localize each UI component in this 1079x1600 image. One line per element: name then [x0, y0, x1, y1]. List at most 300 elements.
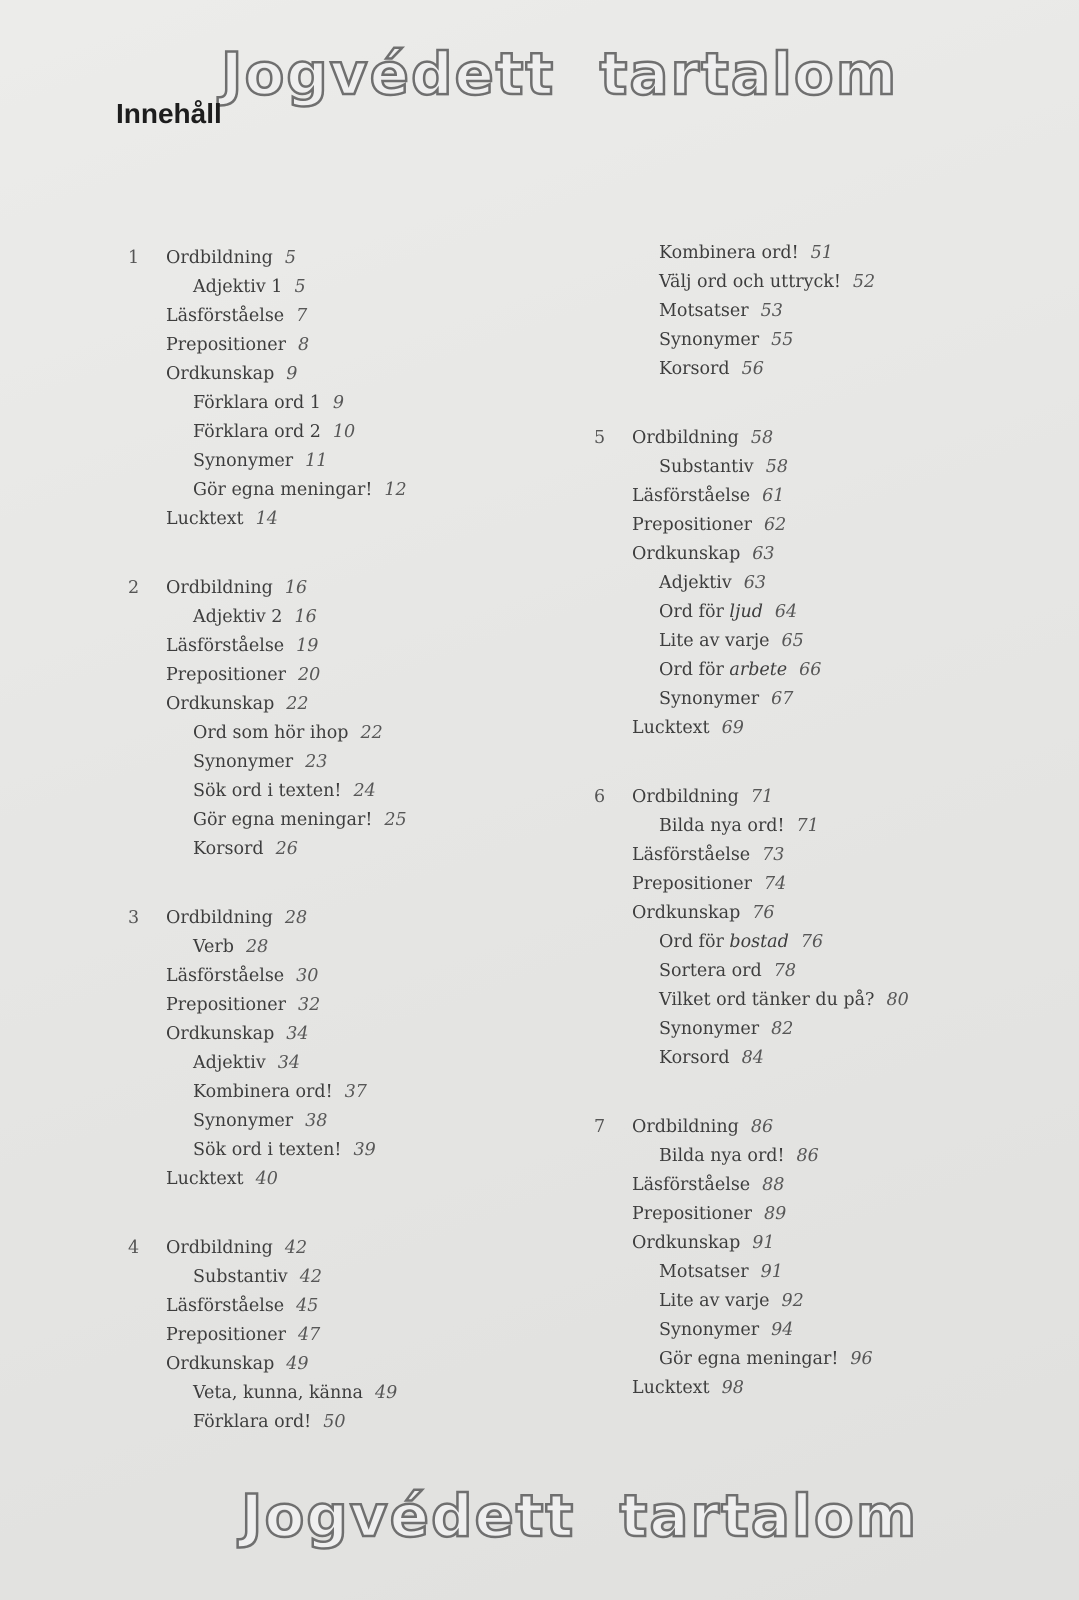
toc-chapter	[128, 904, 568, 1194]
chapter-number: 1	[128, 248, 140, 268]
toc-entry-text	[632, 1229, 775, 1258]
toc-entry-text	[659, 598, 797, 627]
toc-page-number: 37	[344, 1082, 367, 1102]
toc-entry-text	[193, 1379, 397, 1408]
toc-entry-title: Substantiv	[659, 457, 754, 477]
toc-entry	[128, 1234, 568, 1263]
toc-entry-title: Läsförståelse	[166, 966, 285, 986]
toc-subentry	[128, 777, 568, 806]
toc-page-number: 76	[800, 932, 824, 952]
toc-entry-title: Prepositioner	[166, 335, 286, 355]
toc-entry-text	[166, 1321, 320, 1350]
toc-page-number: 25	[384, 810, 407, 830]
toc-entry-text	[632, 1374, 744, 1403]
toc-subentry	[594, 1044, 1034, 1073]
toc-page-number: 50	[323, 1412, 346, 1432]
toc-entry-title: Ordkunskap	[166, 1024, 275, 1044]
toc-entry-title: Motsatser	[659, 1262, 749, 1282]
chapter-number: 5	[594, 428, 606, 448]
toc-page-number: 16	[284, 578, 308, 598]
toc-column-left	[128, 244, 568, 1477]
toc-chapter	[594, 424, 1034, 743]
toc-page-number: 92	[781, 1291, 804, 1311]
toc-entry-text	[659, 1345, 873, 1374]
toc-entry-title: Läsförståelse	[632, 1175, 751, 1195]
toc-subentry	[128, 273, 568, 302]
toc-page-number: 74	[763, 874, 787, 894]
toc-entry-title: Prepositioner	[166, 995, 286, 1015]
toc-entry-text	[659, 957, 796, 986]
toc-page-number: 64	[774, 602, 798, 622]
toc-entry-text	[193, 603, 317, 632]
toc-entry-text	[659, 656, 821, 685]
toc-page-number: 40	[255, 1169, 278, 1189]
toc-subentry	[128, 806, 568, 835]
toc-entry-text	[166, 244, 296, 273]
toc-entry-text	[193, 806, 407, 835]
toc-entry-title: Gör egna meningar!	[193, 810, 373, 830]
toc-entry-text	[659, 569, 766, 598]
toc-entry	[594, 899, 1034, 928]
toc-entry-title: Prepositioner	[166, 665, 286, 685]
toc-subentry	[128, 719, 568, 748]
toc-subentry	[594, 986, 1034, 1015]
toc-entry-title: Gör egna meningar!	[193, 480, 373, 500]
toc-page-number: 26	[275, 839, 298, 859]
toc-page-number: 39	[353, 1140, 376, 1160]
toc-entry-title: Lucktext	[632, 1378, 710, 1398]
toc-page-number: 42	[299, 1267, 322, 1287]
toc-entry	[128, 505, 568, 534]
toc-entry-title: Vilket ord tänker du på?	[659, 990, 875, 1010]
toc-page-number: 10	[332, 422, 356, 442]
chapter-number: 6	[594, 787, 606, 807]
toc-entry-title: Ordbildning	[632, 428, 739, 448]
toc-entry	[128, 360, 568, 389]
toc-page-number: 28	[284, 908, 308, 928]
toc-entry	[594, 841, 1034, 870]
toc-entry-text	[193, 418, 355, 447]
toc-subentry	[594, 656, 1034, 685]
toc-entry	[594, 870, 1034, 899]
toc-page-number: 22	[286, 694, 309, 714]
toc-entry-title: Korsord	[193, 839, 264, 859]
toc-entry-text	[193, 719, 383, 748]
toc-entry-text	[632, 1200, 786, 1229]
toc-subentry	[594, 1142, 1034, 1171]
toc-subentry	[594, 1015, 1034, 1044]
toc-page-number: 5	[294, 277, 306, 297]
toc-subentry	[128, 476, 568, 505]
toc-entry-text	[193, 476, 407, 505]
toc-subentry	[594, 685, 1034, 714]
toc-page-number: 58	[765, 457, 788, 477]
toc-entry-title: Lite av varje	[659, 631, 770, 651]
toc-page-number: 5	[284, 248, 296, 268]
toc-entry-title: Veta, kunna, känna	[193, 1383, 363, 1403]
toc-page-number: 56	[741, 359, 764, 379]
toc-entry-text	[659, 1316, 793, 1345]
toc-chapter	[594, 783, 1034, 1073]
toc-entry-text	[632, 841, 784, 870]
toc-page-number: 91	[752, 1233, 775, 1253]
toc-entry-title: Förklara ord 2	[193, 422, 321, 442]
toc-entry-text	[166, 1350, 309, 1379]
toc-page-number: 67	[771, 689, 794, 709]
toc-entry-text	[632, 511, 786, 540]
toc-page-number: 34	[277, 1053, 301, 1073]
toc-entry-text	[166, 360, 297, 389]
toc-page-number: 8	[297, 335, 310, 355]
chapter-number: 4	[128, 1238, 140, 1258]
toc-entry-title: Synonymer	[659, 689, 760, 709]
toc-subentry	[594, 569, 1034, 598]
toc-entry-title: Gör egna meningar!	[659, 1349, 839, 1369]
toc-page-number: 76	[752, 903, 775, 923]
toc-entry-text	[659, 1015, 793, 1044]
toc-page-number: 61	[762, 486, 785, 506]
toc-entry-title: Korsord	[659, 1048, 730, 1068]
toc-entry-title: Ordkunskap	[632, 903, 741, 923]
toc-entry	[594, 1374, 1034, 1403]
toc-page-number: 12	[384, 480, 407, 500]
toc-subentry	[594, 1316, 1034, 1345]
toc-subentry	[128, 447, 568, 476]
toc-entry-title: Verb	[193, 937, 234, 957]
toc-page-number: 24	[353, 781, 376, 801]
toc-page-number: 88	[762, 1175, 785, 1195]
toc-page-number: 80	[886, 990, 909, 1010]
toc-page-number: 51	[810, 243, 833, 263]
toc-subentry	[128, 1049, 568, 1078]
toc-chapter	[594, 239, 1034, 384]
toc-entry-title: Ordbildning	[166, 248, 273, 268]
toc-entry-text	[166, 331, 309, 360]
toc-page-number: 78	[773, 961, 797, 981]
toc-entry-title: Synonymer	[193, 451, 294, 471]
toc-page-number: 49	[286, 1354, 309, 1374]
toc-subentry	[128, 1136, 568, 1165]
toc-entry-text	[193, 933, 268, 962]
toc-entry	[128, 1321, 568, 1350]
toc-page-number: 53	[760, 301, 783, 321]
chapter-number: 2	[128, 578, 140, 598]
toc-entry	[128, 331, 568, 360]
toc-subentry	[594, 928, 1034, 957]
toc-entry-text	[193, 273, 306, 302]
toc-entry-title: Ordbildning	[632, 787, 739, 807]
toc-entry-title: Förklara ord 1	[193, 393, 321, 413]
toc-entry-title: Korsord	[659, 359, 730, 379]
toc-entry-text	[193, 1049, 300, 1078]
toc-entry	[594, 1200, 1034, 1229]
toc-page-number: 86	[750, 1117, 774, 1137]
toc-entry-title: Prepositioner	[632, 1204, 752, 1224]
toc-entry-title: Bilda nya ord!	[659, 816, 785, 836]
toc-page-number: 45	[296, 1296, 319, 1316]
toc-entry-text	[193, 1107, 327, 1136]
toc-entry-title: Synonymer	[193, 1111, 294, 1131]
toc-page-number: 73	[762, 845, 785, 865]
toc-entry-text	[659, 1142, 819, 1171]
toc-page-number: 32	[297, 995, 321, 1015]
toc-entry	[128, 1350, 568, 1379]
toc-entry-title: Synonymer	[659, 1320, 760, 1340]
toc-entry-text	[659, 685, 793, 714]
toc-entry	[128, 1020, 568, 1049]
toc-entry-title: Lucktext	[632, 718, 710, 738]
toc-entry-text	[659, 239, 833, 268]
toc-subentry	[594, 239, 1034, 268]
toc-entry-title: Adjektiv	[659, 573, 732, 593]
toc-chapter	[128, 574, 568, 864]
toc-entry	[128, 574, 568, 603]
toc-subentry	[128, 418, 568, 447]
toc-entry-text	[166, 904, 307, 933]
toc-entry	[128, 991, 568, 1020]
toc-entry-text	[659, 812, 819, 841]
toc-entry	[594, 511, 1034, 540]
toc-entry-text	[659, 268, 875, 297]
toc-page-number: 9	[332, 393, 345, 413]
toc-entry-title: Lucktext	[166, 509, 244, 529]
toc-entry-title: Ordkunskap	[166, 364, 275, 384]
toc-entry	[128, 1165, 568, 1194]
toc-subentry	[128, 1408, 568, 1437]
toc-entry	[594, 1229, 1034, 1258]
toc-entry-text	[659, 355, 764, 384]
toc-page-number: 82	[771, 1019, 794, 1039]
toc-entry-text	[659, 627, 804, 656]
toc-entry-title: Ordkunskap	[166, 1354, 275, 1374]
toc-page-number: 71	[750, 787, 774, 807]
toc-entry-text	[659, 1044, 764, 1073]
toc-entry-title: Motsatser	[659, 301, 749, 321]
toc-page-number: 63	[752, 544, 775, 564]
toc-entry-text	[166, 690, 309, 719]
toc-column-right	[594, 239, 1034, 1443]
toc-entry-title: Adjektiv 2	[193, 607, 283, 627]
toc-entry	[594, 482, 1034, 511]
toc-page-number: 20	[297, 665, 321, 685]
toc-entry	[128, 1292, 568, 1321]
toc-subentry	[128, 603, 568, 632]
toc-page-number: 63	[743, 573, 767, 593]
toc-page-number: 47	[297, 1325, 321, 1345]
toc-subentry	[128, 1078, 568, 1107]
toc-page-number: 11	[305, 451, 328, 471]
toc-subentry	[128, 1379, 568, 1408]
toc-subentry	[594, 598, 1034, 627]
toc-entry-text	[193, 389, 344, 418]
toc-subentry	[594, 812, 1034, 841]
watermark-bottom: Jogvédett tartalom	[240, 1482, 919, 1550]
toc-page-number: 65	[781, 631, 804, 651]
toc-entry-text	[193, 1263, 322, 1292]
toc-subentry	[128, 1263, 568, 1292]
toc-entry-text	[659, 928, 823, 957]
toc-page-number: 71	[796, 816, 819, 836]
toc-entry-title: Ordbildning	[166, 578, 273, 598]
toc-entry-title: Synonymer	[659, 1019, 760, 1039]
toc-entry-title: Prepositioner	[632, 515, 752, 535]
toc-entry-title: Ordkunskap	[632, 1233, 741, 1253]
toc-page-number: 94	[771, 1320, 794, 1340]
toc-chapter	[594, 1113, 1034, 1403]
toc-entry-text	[632, 424, 773, 453]
toc-entry-text	[193, 1136, 376, 1165]
toc-entry-title: Ord för	[659, 660, 730, 680]
toc-page-number: 98	[721, 1378, 744, 1398]
toc-entry-title: Prepositioner	[166, 1325, 286, 1345]
toc-entry-text	[632, 899, 775, 928]
toc-entry	[594, 783, 1034, 812]
toc-entry-title-emphasis: bostad	[729, 932, 789, 952]
toc-subentry	[594, 268, 1034, 297]
toc-entry-title: Adjektiv 1	[193, 277, 283, 297]
toc-entry	[594, 1171, 1034, 1200]
toc-entry-title: Substantiv	[193, 1267, 288, 1287]
toc-subentry	[594, 627, 1034, 656]
toc-entry	[594, 424, 1034, 453]
toc-page-number: 89	[763, 1204, 787, 1224]
toc-entry-title: Ordkunskap	[632, 544, 741, 564]
toc-entry-title: Kombinera ord!	[659, 243, 799, 263]
toc-entry-title: Synonymer	[193, 752, 294, 772]
toc-entry-text	[632, 714, 744, 743]
toc-entry-title: Ord för	[659, 602, 730, 622]
toc-entry-text	[659, 453, 788, 482]
toc-entry-title: Ordbildning	[632, 1117, 739, 1137]
toc-entry-title: Kombinera ord!	[193, 1082, 333, 1102]
toc-page-number: 22	[360, 723, 383, 743]
toc-entry	[594, 540, 1034, 569]
toc-page-number: 16	[294, 607, 317, 627]
toc-entry-text	[632, 870, 786, 899]
toc-page-number: 38	[305, 1111, 328, 1131]
toc-subentry	[594, 355, 1034, 384]
toc-entry	[128, 904, 568, 933]
toc-entry-title: Ord som hör ihop	[193, 723, 349, 743]
toc-page-number: 52	[852, 272, 876, 292]
toc-chapter	[128, 244, 568, 534]
toc-entry-text	[659, 1287, 804, 1316]
toc-entry-text	[166, 1234, 307, 1263]
toc-page-number: 19	[296, 636, 319, 656]
toc-subentry	[594, 1258, 1034, 1287]
toc-entry-text	[166, 661, 320, 690]
toc-page-number: 30	[296, 966, 319, 986]
toc-entry-title: Bilda nya ord!	[659, 1146, 785, 1166]
toc-entry-title: Ordbildning	[166, 1238, 273, 1258]
toc-entry-title: Läsförståelse	[632, 845, 751, 865]
toc-page-number: 49	[374, 1383, 398, 1403]
toc-subentry	[594, 1345, 1034, 1374]
toc-page-number: 34	[286, 1024, 309, 1044]
chapter-number: 7	[594, 1117, 606, 1137]
toc-entry-title-emphasis: arbete	[729, 660, 788, 680]
toc-entry-text	[632, 783, 773, 812]
toc-entry-text	[659, 986, 909, 1015]
toc-entry-title: Lucktext	[166, 1169, 244, 1189]
toc-entry-text	[166, 1165, 278, 1194]
toc-entry	[128, 632, 568, 661]
toc-entry-text	[166, 1020, 309, 1049]
toc-entry-title: Prepositioner	[632, 874, 752, 894]
toc-entry-text	[193, 835, 298, 864]
toc-entry-text	[166, 574, 307, 603]
toc-page-number: 66	[799, 660, 822, 680]
toc-entry	[594, 1113, 1034, 1142]
toc-entry-title: Ordkunskap	[166, 694, 275, 714]
toc-entry-text	[193, 777, 376, 806]
toc-entry-text	[632, 540, 775, 569]
toc-entry-title: Läsförståelse	[166, 636, 285, 656]
toc-entry-text	[193, 748, 327, 777]
toc-subentry	[594, 326, 1034, 355]
toc-entry-title: Förklara ord!	[193, 1412, 312, 1432]
toc-entry-text	[632, 482, 784, 511]
toc-subentry	[128, 933, 568, 962]
toc-entry-title: Ord för	[659, 932, 730, 952]
toc-entry-text	[632, 1171, 784, 1200]
toc-page-number: 58	[750, 428, 774, 448]
toc-entry-text	[659, 326, 793, 355]
toc-subentry	[128, 835, 568, 864]
toc-entry-title-emphasis: ljud	[729, 602, 763, 622]
toc-entry-text	[632, 1113, 773, 1142]
toc-entry-text	[166, 991, 320, 1020]
toc-entry-title: Sök ord i texten!	[193, 1140, 342, 1160]
toc-entry-text	[166, 962, 318, 991]
toc-entry-title: Läsförståelse	[166, 1296, 285, 1316]
toc-page-number: 91	[760, 1262, 783, 1282]
toc-entry-text	[659, 1258, 783, 1287]
toc-page-number: 9	[286, 364, 298, 384]
toc-entry-text	[166, 302, 307, 331]
toc-entry-title: Ordbildning	[166, 908, 273, 928]
toc-entry	[128, 661, 568, 690]
toc-entry	[594, 714, 1034, 743]
toc-entry	[128, 244, 568, 273]
toc-page-number: 7	[296, 306, 308, 326]
toc-entry-title: Välj ord och uttryck!	[659, 272, 841, 292]
toc-entry	[128, 302, 568, 331]
toc-page-number: 69	[721, 718, 744, 738]
toc-entry-text	[166, 632, 318, 661]
toc-page-number: 86	[796, 1146, 819, 1166]
toc-entry-title: Lite av varje	[659, 1291, 770, 1311]
toc-entry-title: Adjektiv	[193, 1053, 266, 1073]
page-title: Innehåll	[116, 98, 222, 129]
toc-subentry	[594, 297, 1034, 326]
toc-subentry	[128, 1107, 568, 1136]
toc-subentry	[594, 453, 1034, 482]
toc-page-number: 62	[763, 515, 787, 535]
toc-page-number: 84	[741, 1048, 764, 1068]
toc-entry-title: Synonymer	[659, 330, 760, 350]
toc-entry-text	[166, 505, 278, 534]
toc-page-number: 55	[771, 330, 794, 350]
toc-entry-text	[166, 1292, 318, 1321]
toc-subentry	[128, 748, 568, 777]
toc-page-number: 14	[255, 509, 278, 529]
toc-entry-text	[193, 1078, 367, 1107]
toc-entry	[128, 690, 568, 719]
toc-subentry	[594, 1287, 1034, 1316]
chapter-number: 3	[128, 908, 140, 928]
toc-entry-title: Sortera ord	[659, 961, 762, 981]
